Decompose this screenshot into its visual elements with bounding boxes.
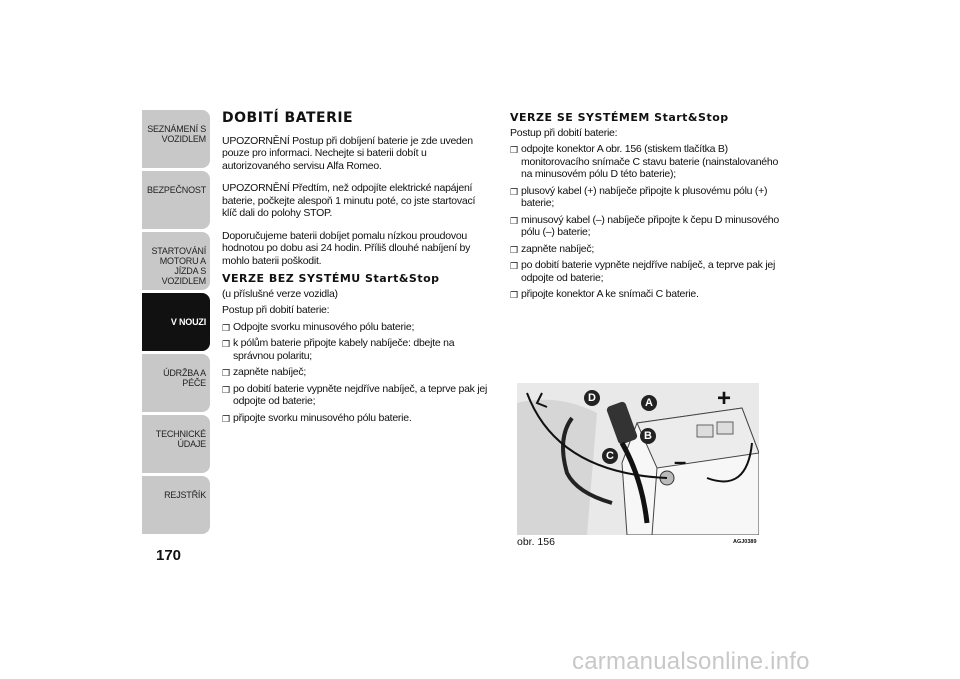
label-c: C: [602, 448, 618, 464]
page-title: DOBITÍ BATERIE: [222, 110, 354, 126]
steps-intro: Postup při dobití baterie:: [510, 126, 618, 139]
watermark: carmanualsonline.info: [572, 648, 810, 675]
step-text: po dobití baterie vypněte nejdříve nabíječ, a teprve pak jej odpojte od baterie;: [521, 259, 776, 284]
checkbox-bullet-icon: ❒: [222, 322, 230, 333]
paragraph: Doporučujeme baterii dobíjet pomalu nízkou proudovou hodnotou po dobu asi 24 hodin. Příliš dlouhé nabíjení by mohlo baterii poškodit.: [222, 229, 471, 267]
steps-list: [222, 321, 492, 425]
tab-udrzba[interactable]: [142, 354, 210, 412]
section-heading: VERZE SE SYSTÉMEM Start&Stop: [510, 111, 729, 124]
list-item: [510, 143, 785, 181]
figure-code: AGJ0389: [733, 539, 757, 545]
page-number: 170: [156, 547, 182, 564]
step-text: odpojte konektor A obr. 156 (stiskem tlačítka B) monitorovacího snímače C stavu baterie (nainstalovaného na minusovém pólu D této baterie);: [521, 143, 779, 180]
list-item: [510, 185, 785, 210]
tab-v-nouzi[interactable]: [142, 293, 210, 351]
right-column: [510, 112, 785, 305]
step-text: připojte konektor A ke snímači C baterie.: [521, 288, 699, 300]
tab-bezpecnost[interactable]: [142, 171, 210, 229]
tab-label: REJSTŘÍK: [164, 490, 206, 500]
checkbox-bullet-icon: ❒: [510, 261, 518, 271]
step-text: připojte svorku minusového pólu baterie.: [233, 411, 412, 424]
plus-sign: +: [717, 385, 732, 412]
step-text: po dobití baterie vypněte nejdříve nabíječ, a teprve pak jej odpojte od baterie;: [233, 382, 488, 407]
paragraph: UPOZORNĚNÍ Předtím, než odpojíte elektrické napájení baterie, počkejte alespoň 1 minutu poté, co jste startovací klíč dali do polohy STOP.: [222, 182, 476, 219]
tab-label: ÚDRŽBA A PÉČE: [163, 368, 206, 388]
steps-list: [510, 143, 785, 301]
step-text: k pólům baterie připojte kabely nabíječe: dbejte na správnou polaritu;: [233, 337, 455, 362]
tab-label: TECHNICKÉ ÚDAJE: [155, 429, 206, 449]
tab-startovani[interactable]: [142, 232, 210, 290]
battery-illustration: [517, 383, 759, 535]
tab-rejstrik[interactable]: [142, 476, 210, 534]
list-item: [510, 214, 785, 239]
list-item: [222, 337, 492, 362]
checkbox-bullet-icon: ❒: [222, 413, 230, 424]
checkbox-bullet-icon: ❒: [510, 244, 518, 255]
list-item: [510, 259, 785, 284]
step-text: Odpojte svorku minusového pólu baterie;: [233, 320, 415, 333]
list-item: [222, 412, 492, 425]
step-text: minusový kabel (–) nabíječe připojte k čepu D minusového pólu (–) baterie;: [521, 213, 779, 238]
figure-caption: obr. 156: [517, 536, 555, 548]
tab-technicke-udaje[interactable]: [142, 415, 210, 473]
list-item: [222, 383, 492, 408]
tab-label: BEZPEČNOST: [146, 185, 206, 195]
list-item: [222, 321, 492, 334]
label-d: D: [584, 390, 600, 406]
paragraph: UPOZORNĚNÍ Postup při dobíjení baterie je zde uveden pouze pro informaci. Nechejte si baterii dobít u autorizovaného servisu Alfa Romeo.: [222, 134, 473, 172]
section-note: (u příslušné verze vozidla): [222, 287, 338, 300]
tab-label: V NOUZI: [170, 317, 206, 327]
checkbox-bullet-icon: ❒: [222, 384, 230, 395]
label-a: A: [641, 395, 657, 411]
checkbox-bullet-icon: ❒: [222, 368, 230, 378]
checkbox-bullet-icon: ❒: [510, 215, 518, 226]
checkbox-bullet-icon: ❒: [510, 145, 518, 155]
checkbox-bullet-icon: ❒: [222, 339, 230, 349]
checkbox-bullet-icon: ❒: [510, 186, 518, 197]
list-item: [222, 366, 492, 379]
label-b: B: [640, 428, 656, 444]
step-text: zapněte nabíječ;: [521, 242, 595, 255]
tab-label: SEZNÁMENÍ S VOZIDLEM: [147, 124, 206, 144]
step-text: plusový kabel (+) nabíječe připojte k plusovému pólu (+) baterie;: [521, 184, 768, 209]
tab-seznameni[interactable]: [142, 110, 210, 168]
list-item: [510, 288, 785, 301]
step-text: zapněte nabíječ;: [233, 366, 307, 378]
chapter-tabs: [142, 110, 212, 537]
checkbox-bullet-icon: ❒: [510, 290, 518, 300]
minus-sign: –: [674, 449, 687, 474]
tab-label: STARTOVÁNÍ MOTORU A JÍZDA S VOZIDLEM: [151, 246, 206, 286]
section-heading: VERZE BEZ SYSTÉMU Start&Stop: [222, 272, 440, 285]
list-item: [510, 243, 785, 256]
left-column: [222, 112, 492, 428]
steps-intro: Postup při dobití baterie:: [222, 304, 330, 316]
